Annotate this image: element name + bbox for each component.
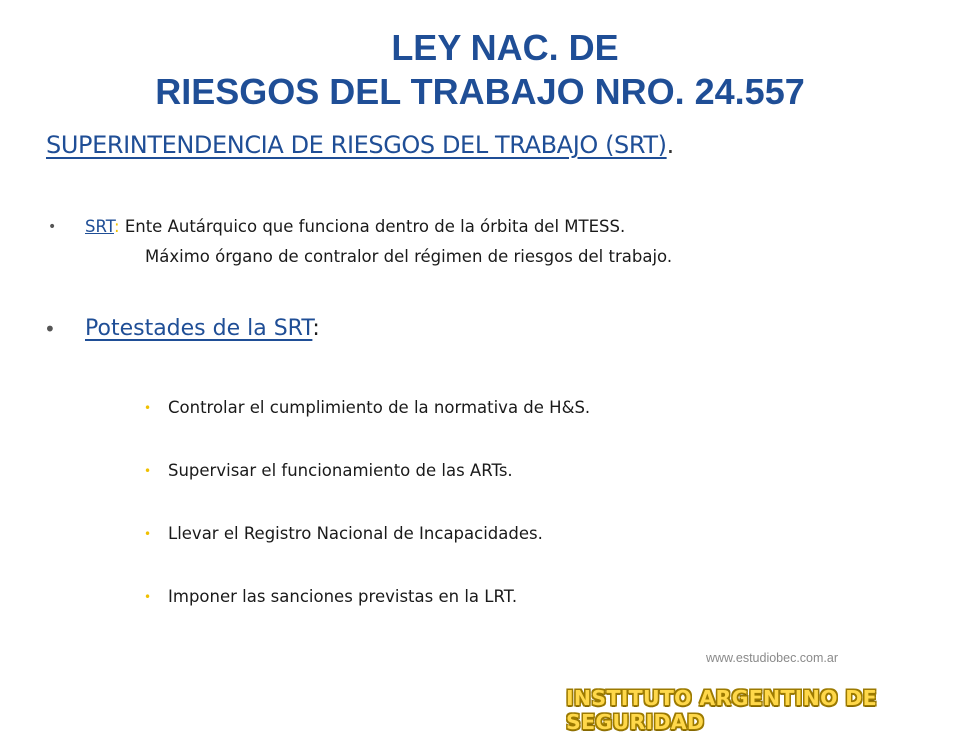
srt-definition-line-1: Ente Autárquico que funciona dentro de la órbita del MTESS. xyxy=(119,217,626,236)
list-item-text: Supervisar el funcionamiento de las ARTs. xyxy=(168,461,513,480)
footer-url[interactable]: www.estudiobec.com.ar xyxy=(706,651,839,665)
list-item xyxy=(144,523,543,545)
srt-colon: : xyxy=(114,217,120,236)
potestades-colon: : xyxy=(312,316,320,341)
title-line-1: LEY NAC. DE xyxy=(391,27,619,68)
bullet-icon: • xyxy=(48,219,57,235)
list-item-text: Llevar el Registro Nacional de Incapacidades. xyxy=(168,524,543,543)
potestades-link[interactable]: Potestades de la SRT xyxy=(85,316,313,341)
list-item-text: Imponer las sanciones previstas en la LRT. xyxy=(168,587,518,606)
srt-link[interactable]: SRT xyxy=(85,217,115,236)
list-item-text: Controlar el cumplimiento de la normativa de H&S. xyxy=(168,398,591,417)
section-heading-period: . xyxy=(666,131,674,159)
bullet-icon: • xyxy=(144,401,152,415)
title-line-2: RIESGOS DEL TRABAJO NRO. 24.557 xyxy=(155,71,805,112)
list-item xyxy=(144,460,513,482)
potestades-bullet xyxy=(44,312,320,346)
bullet-icon: • xyxy=(144,464,152,478)
section-heading-link[interactable]: SUPERINTENDENCIA DE RIESGOS DEL TRABAJO (SRT) xyxy=(46,131,667,159)
bullet-icon: • xyxy=(44,317,56,341)
institute-logo: INSTITUTO ARGENTINO DE SEGURIDAD xyxy=(566,686,877,734)
bullet-icon: • xyxy=(144,527,152,541)
list-item xyxy=(144,586,518,608)
bullet-icon: • xyxy=(144,590,152,604)
srt-definition-bullet xyxy=(48,212,673,272)
srt-definition-line-2: Máximo órgano de contralor del régimen de riesgos del trabajo. xyxy=(145,247,673,266)
list-item xyxy=(144,397,591,419)
slide-title xyxy=(0,26,960,114)
section-heading xyxy=(46,131,674,159)
